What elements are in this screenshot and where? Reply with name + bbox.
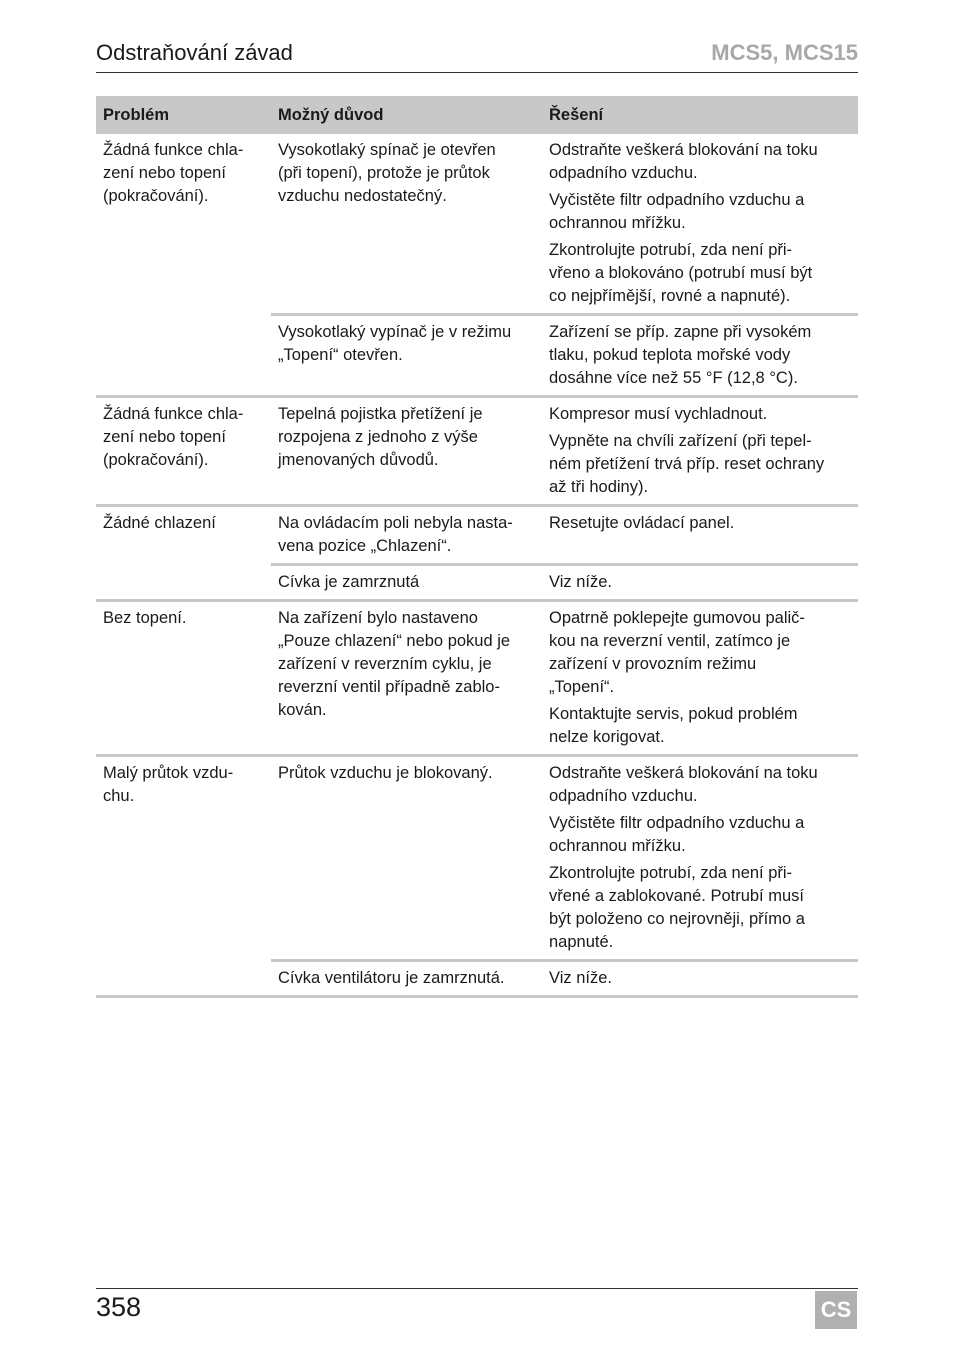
section-title: Odstraňování závad	[96, 40, 293, 65]
cause-cell: Na ovládacím poli nebyla nasta- vena pozice „Chlazení“.	[271, 506, 542, 565]
solution-text: Vypněte na chvíli zařízení (při tepel- ném přetížení trvá příp. reset ochrany až tři hodiny).	[549, 432, 825, 496]
table-header-row	[96, 96, 858, 134]
cause-cell: Cívka je zamrznutá	[271, 565, 542, 601]
problem-cell: Žádné chlazení	[96, 506, 271, 601]
table-row	[96, 506, 858, 565]
solution-cell	[542, 134, 858, 315]
page-number: 358	[96, 1292, 142, 1322]
cause-cell: Vysokotlaký spínač je otevřen (při topení), protože je průtok vzduchu nedostatečný.	[271, 134, 542, 315]
solution-text: Resetujte ovládací panel.	[549, 514, 735, 532]
solution-text: Zařízení se příp. zapne při vysokém tlaku, pokud teplota mořské vody dosáhne více než 55 °F (12,8 °C).	[549, 323, 812, 387]
model-name: MCS5, MCS15	[711, 40, 858, 65]
solution-cell	[542, 565, 858, 601]
problem-cell: Žádná funkce chla- zení nebo topení (pokračování).	[96, 397, 271, 506]
language-badge: CS	[815, 1291, 857, 1329]
cause-cell: Cívka ventilátoru je zamrznutá.	[271, 961, 542, 997]
solution-text: Opatrně poklepejte gumovou palič- kou na reverzní ventil, zatímco je zařízení v provozním režimu „Topení“.	[549, 609, 805, 696]
solution-text: Odstraňte veškerá blokování na toku odpadního vzduchu.	[549, 764, 818, 805]
column-header-solution: Řešení	[542, 96, 858, 134]
solution-cell	[542, 961, 858, 997]
solution-text: Zkontrolujte potrubí, zda není při- vřeno a blokováno (potrubí musí být co nejpřímější, rovné a napnuté).	[549, 241, 813, 305]
solution-text: Kompresor musí vychladnout.	[549, 405, 768, 423]
cause-cell: Průtok vzduchu je blokovaný.	[271, 756, 542, 961]
cause-cell: Vysokotlaký vypínač je v režimu „Topení“ otevřen.	[271, 315, 542, 397]
solution-text: Zkontrolujte potrubí, zda není při- vřené a zablokované. Potrubí musí být položeno co nejrovněji, přímo a napnuté.	[549, 864, 805, 951]
table-row	[96, 134, 858, 315]
problem-cell: Bez topení.	[96, 601, 271, 756]
solution-text: Viz níže.	[549, 969, 612, 987]
problem-cell: Žádná funkce chla- zení nebo topení (pokračování).	[96, 134, 271, 397]
cause-cell: Tepelná pojistka přetížení je rozpojena z jednoho z výše jmenovaných důvodů.	[271, 397, 542, 506]
solution-text: Odstraňte veškerá blokování na toku odpadního vzduchu.	[549, 141, 818, 182]
cause-cell: Na zařízení bylo nastaveno „Pouze chlazení“ nebo pokud je zařízení v reverzním cyklu, je reverzní ventil případně zablo- kován.	[271, 601, 542, 756]
footer-divider	[96, 1288, 858, 1289]
solution-text: Vyčistěte filtr odpadního vzduchu a ochrannou mřížku.	[549, 814, 805, 855]
solution-cell	[542, 397, 858, 506]
solution-text: Viz níže.	[549, 573, 612, 591]
problem-cell: Malý průtok vzdu- chu.	[96, 756, 271, 997]
table-row	[96, 601, 858, 756]
column-header-problem: Problém	[96, 96, 271, 134]
table-row	[96, 756, 858, 961]
solution-cell	[542, 506, 858, 565]
solution-cell	[542, 315, 858, 397]
page-header	[96, 38, 858, 73]
table-row	[96, 397, 858, 506]
solution-text: Vyčistěte filtr odpadního vzduchu a ochrannou mřížku.	[549, 191, 805, 232]
solution-cell	[542, 756, 858, 961]
solution-text: Kontaktujte servis, pokud problém nelze korigovat.	[549, 705, 798, 746]
solution-cell	[542, 601, 858, 756]
troubleshooting-table	[96, 96, 858, 998]
column-header-cause: Možný důvod	[271, 96, 542, 134]
